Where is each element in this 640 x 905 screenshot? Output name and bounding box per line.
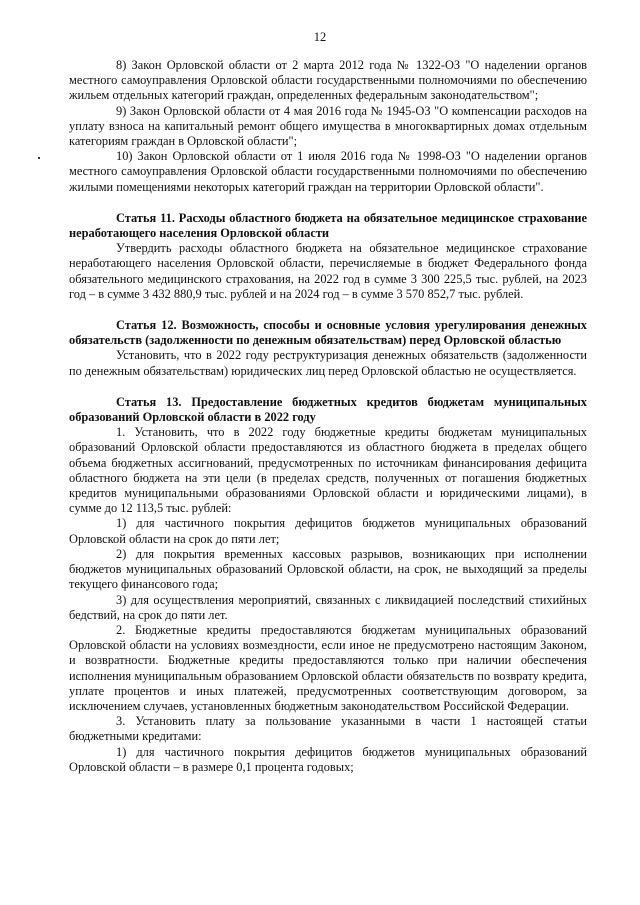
margin-dot bbox=[38, 157, 40, 159]
document-body bbox=[69, 58, 587, 775]
article-13-paragraph: 1) для частичного покрытия дефицитов бюджетов муниципальных образований Орловской области – в размере 0,1 процента годовых; bbox=[69, 744, 587, 774]
article-11-text: Утвердить расходы областного бюджета на обязательное медицинское страхование неработающего населения Орловской области, перечисляемые в бюджет Федерального фонда обязательного медицинского страхования, на 2022 год в сумме 3 300 225,5 тыс. рублей, на 2023 год – в сумме 3 432 880,9 тыс. рублей и на 2024 год – в сумме 3 570 852,7 тыс. рублей. bbox=[69, 241, 587, 301]
page-number: 12 bbox=[313, 30, 327, 44]
article-13-title: Статья 13. Предоставление бюджетных кредитов бюджетам муниципальных образований Орловской области в 2022 году bbox=[69, 394, 587, 425]
article-12-text: Установить, что в 2022 году реструктуризация денежных обязательств (задолженности по денежным обязательствам) юридических лиц перед Орловской областью не осуществляется. bbox=[69, 348, 587, 378]
list-item: 8) Закон Орловской области от 2 марта 2012 года № 1322-ОЗ "О наделении органов местного самоуправления Орловской области государственными полномочиями по обеспечению жильем отдельных категорий граждан, определенных федеральным законодательством"; bbox=[69, 58, 587, 103]
article-13-paragraph: 2) для покрытия временных кассовых разрывов, возникающих при исполнении бюджетов муниципальных образований Орловской области, на срок, не выходящий за пределы текущего финансового года; bbox=[69, 546, 587, 592]
article-13-paragraph: 1) для частичного покрытия дефицитов бюджетов муниципальных образований Орловской области на срок до пяти лет; bbox=[69, 516, 587, 546]
article-12-title: Статья 12. Возможность, способы и основные условия урегулирования денежных обязательств (задолженности по денежным обязательствам) перед Орловской областью bbox=[69, 318, 587, 348]
article-13-paragraph: 1. Установить, что в 2022 году бюджетные кредиты бюджетам муниципальных образований Орловской области предоставляются из областного бюджета в пределах общего объема бюджетных ассигнований, предусмотренных по источникам финансирования дефицита областного бюджета на эти цели (в пределах средств, полученных от погашения бюджетных кредитов муниципальными образованиями Орловской области и юридическими лицами), в сумме до 12 113,5 тыс. рублей: bbox=[69, 425, 587, 516]
article-13-paragraph: 2. Бюджетные кредиты предоставляются бюджетам муниципальных образований Орловской области на условиях возмездности, если иное не предусмотрено настоящим Законом, и возвратности. Бюджетные кредиты предоставляются только при наличии обеспечения исполнения муниципальным образованием Орловской области обязательств по возврату кредита, уплате процентов и иных платежей, предусмотренных соответствующим договором, за исключением случаев, установленных бюджетным законодательством Российской Федерации. bbox=[69, 622, 587, 713]
article-11-title: Статья 11. Расходы областного бюджета на обязательное медицинское страхование неработающего населения Орловской области bbox=[69, 210, 587, 241]
list-item: 9) Закон Орловской области от 4 мая 2016 года № 1945-ОЗ "О компенсации расходов на уплату взноса на капитальный ремонт общего имущества в многоквартирных домах отдельным категориям граждан в Орловской области"; bbox=[69, 103, 587, 149]
article-13-paragraph: 3) для осуществления мероприятий, связанных с ликвидацией последствий стихийных бедствий, на срок до пяти лет. bbox=[69, 592, 587, 622]
list-item: 10) Закон Орловской области от 1 июля 2016 года № 1998-ОЗ "О наделении органов местного самоуправления Орловской области государственными полномочиями по обеспечению жилыми помещениями некоторых категорий граждан на территории Орловской области". bbox=[69, 149, 587, 194]
article-13-paragraph: 3. Установить плату за пользование указанными в части 1 настоящей статьи бюджетными кредитами: bbox=[69, 714, 587, 744]
